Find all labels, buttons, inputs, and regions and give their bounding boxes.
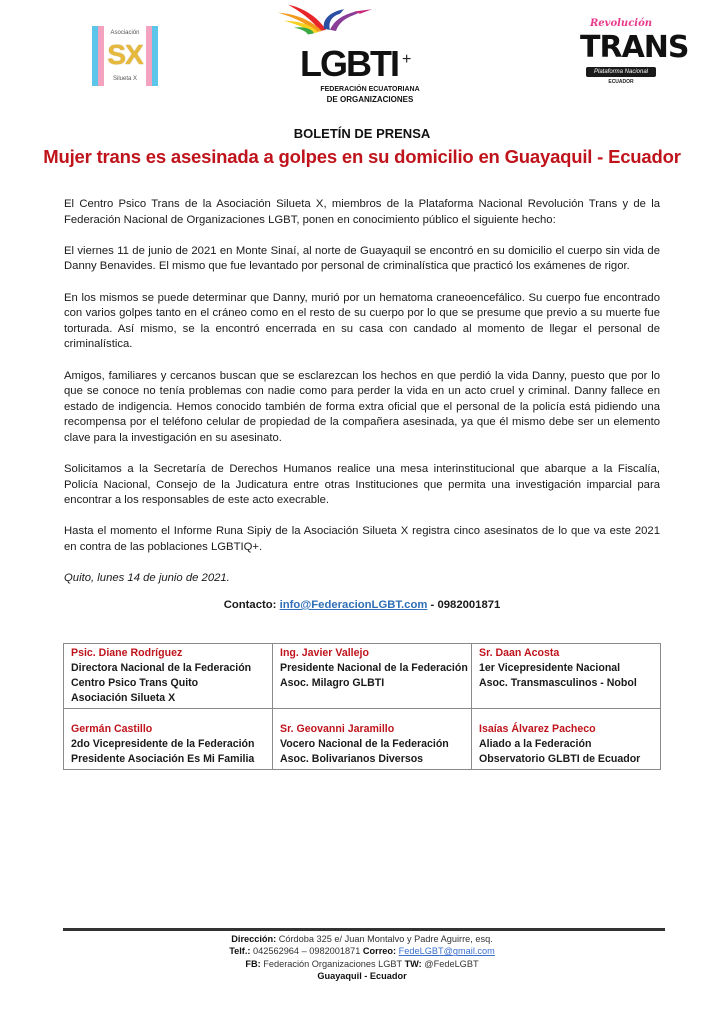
contact-phone: 0982001871	[437, 599, 501, 611]
lgbti-logo-wordrow	[300, 43, 412, 84]
signatory-cell	[472, 644, 661, 709]
tw-value: @FedeLGBT	[421, 958, 479, 969]
headline: Mujer trans es asesinada a golpes en su domicilio en Guayaquil - Ecuador	[43, 146, 681, 167]
dateline: Quito, lunes 14 de junio de 2021.	[64, 572, 230, 585]
footer-social	[0, 958, 724, 970]
footer	[0, 933, 724, 982]
phone-label: Telf.:	[229, 946, 251, 957]
signatory-cell	[273, 709, 472, 770]
signatory-role: Directora Nacional de la Federación	[71, 662, 252, 674]
signatory-name: Sr. Daan Acosta	[479, 647, 560, 659]
footer-city	[0, 970, 724, 982]
paragraph: El Centro Psico Trans de la Asociación Silueta X, miembros de la Plataforma Nacional Revolución Trans y de la Federación Nacional de Organizaciones LGBT, ponen en conocimiento público el siguiente hecho:	[64, 198, 660, 226]
contact-line	[0, 598, 724, 613]
fb-value: Federación Organizaciones LGBT	[260, 958, 405, 969]
hummingbird-icon	[274, 0, 434, 46]
phone-value: 042562964 – 0982001871	[250, 946, 363, 957]
paragraph: El viernes 11 de junio de 2021 en Monte Sinaí, al norte de Guayaquil se encontró en su domicilio el cuerpo sin vida de Danny Benavides. El mismo que fue levantado por personal de criminalística que practicó los exámenes de rigor.	[64, 244, 660, 273]
lgbti-federation-logo	[270, 0, 440, 108]
silueta-logo-bottom-text: Silueta X	[112, 76, 137, 82]
contact-label: Contacto:	[223, 599, 277, 611]
lgbti-logo-line1: FEDERACIÓN ECUATORIANA	[320, 86, 420, 93]
contact-separator: -	[427, 599, 438, 611]
silueta-logo-top-text: Asociación	[110, 30, 140, 36]
footer-phones	[0, 945, 724, 957]
signatory-org: Presidente Asociación Es Mi Familia	[71, 753, 255, 765]
signatory-role: 1er Vicepresidente Nacional	[479, 662, 621, 674]
signatories-table	[63, 643, 661, 770]
signatory-name: Ing. Javier Vallejo	[280, 647, 369, 659]
signatory-role: 2do Vicepresidente de la Federación	[71, 738, 255, 750]
signatory-name: Germán Castillo	[71, 723, 153, 735]
email-label: Correo:	[362, 946, 397, 957]
silueta-x-logo	[92, 26, 158, 86]
footer-email-link[interactable]: FedeLGBT@gmail.com	[398, 946, 495, 957]
signatory-cell	[472, 709, 661, 770]
paragraph: En los mismos se puede determinar que Danny, murió por un hematoma craneoencefálico. Su cuerpo fue encontrado con varios golpes tanto en el cráneo como en el resto de su cuerpo por lo que se presume que previo a su muerte fue torturada. Así mismo, se la encontró encerrada en su casa con candado al momento de llegar el personal de criminalística.	[64, 291, 660, 351]
address-value: Córdoba 325 e/ Juan Montalvo y Padre Aguirre, esq.	[276, 934, 493, 944]
signatory-cell	[64, 644, 273, 709]
signatory-role: Vocero Nacional de la Federación	[280, 738, 449, 750]
footer-divider	[63, 928, 665, 931]
city-value: Guayaquil - Ecuador	[317, 970, 407, 981]
signatory-name: Sr. Geovanni Jaramillo	[280, 723, 395, 735]
signatory-role: Presidente Nacional de la Federación	[280, 662, 468, 674]
trans-logo-country: ECUADOR	[608, 79, 634, 85]
revolucion-trans-logo	[580, 18, 689, 92]
footer-address	[0, 933, 724, 945]
contact-email-link[interactable]: info@FederacionLGBT.com	[279, 599, 428, 611]
signatory-name: Isaías Álvarez Pacheco	[479, 723, 596, 735]
signatory-role: Aliado a la Federación	[479, 738, 592, 750]
table-row	[64, 644, 661, 709]
signatory-org: Asoc. Transmasculinos - Nobol	[479, 677, 637, 689]
table-row	[64, 709, 661, 770]
lgbti-logo-plus: +	[401, 51, 412, 68]
lgbti-logo-wordmark: LGBTI	[300, 43, 398, 84]
press-release-kicker: BOLETÍN DE PRENSA	[293, 126, 431, 141]
signatory-org: Observatorio GLBTI de Ecuador	[479, 753, 641, 765]
signatory-org: Asociación Silueta X	[71, 692, 176, 704]
flag-stripe-blue-right	[152, 26, 158, 86]
signatory-cell	[273, 644, 472, 709]
silueta-logo-monogram: SX	[107, 39, 143, 70]
trans-logo-wordmark: TRANS	[580, 30, 689, 65]
article-body	[64, 197, 660, 556]
article-content	[64, 197, 660, 587]
tw-label: TW:	[404, 958, 422, 969]
signatory-org: Asoc. Bolivarianos Diversos	[280, 753, 424, 765]
paragraph: Amigos, familiares y cercanos buscan que se esclarezcan los hechos en que perdió la vida Danny, puesto que por lo que se conoce no tenía problemas con nadie como para perder la vida en un acto cruel y criminal. Danny fallece en estado de indigencia. Hemos conocido también de forma extra oficial que el personal de la policía está pidiendo una recompensa por el teléfono celular de propiedad de la compañera asesinada, ya que él mismo debe ser un elemento clave para la investigación en su asesinato.	[64, 369, 660, 444]
lgbti-logo-line2: DE ORGANIZACIONES	[326, 95, 414, 104]
paragraph: Hasta el momento el Informe Runa Sipiy de la Asociación Silueta X registra cinco asesinatos de lo que va este 2021 en contra de las poblaciones LGBTIQ+.	[64, 525, 660, 554]
signatory-org: Asoc. Milagro GLBTI	[280, 677, 385, 689]
signatory-cell	[64, 709, 273, 770]
fb-label: FB:	[245, 958, 261, 969]
trans-logo-ribbon: Plataforma Nacional	[586, 67, 656, 77]
signatory-org: Centro Psico Trans Quito	[71, 677, 199, 689]
paragraph: Solicitamos a la Secretaría de Derechos Humanos realice una mesa interinstitucional que abarque a la Fiscalía, Policía Nacional, Consejo de la Judicatura entre otras Instituciones que permita una investigación imparcial para encontrar a los responsables de este acto execrable.	[64, 463, 660, 507]
address-label: Dirección:	[231, 934, 277, 944]
signatory-name: Psic. Diane Rodríguez	[71, 647, 183, 659]
trans-logo-script: Revolución	[589, 18, 653, 29]
